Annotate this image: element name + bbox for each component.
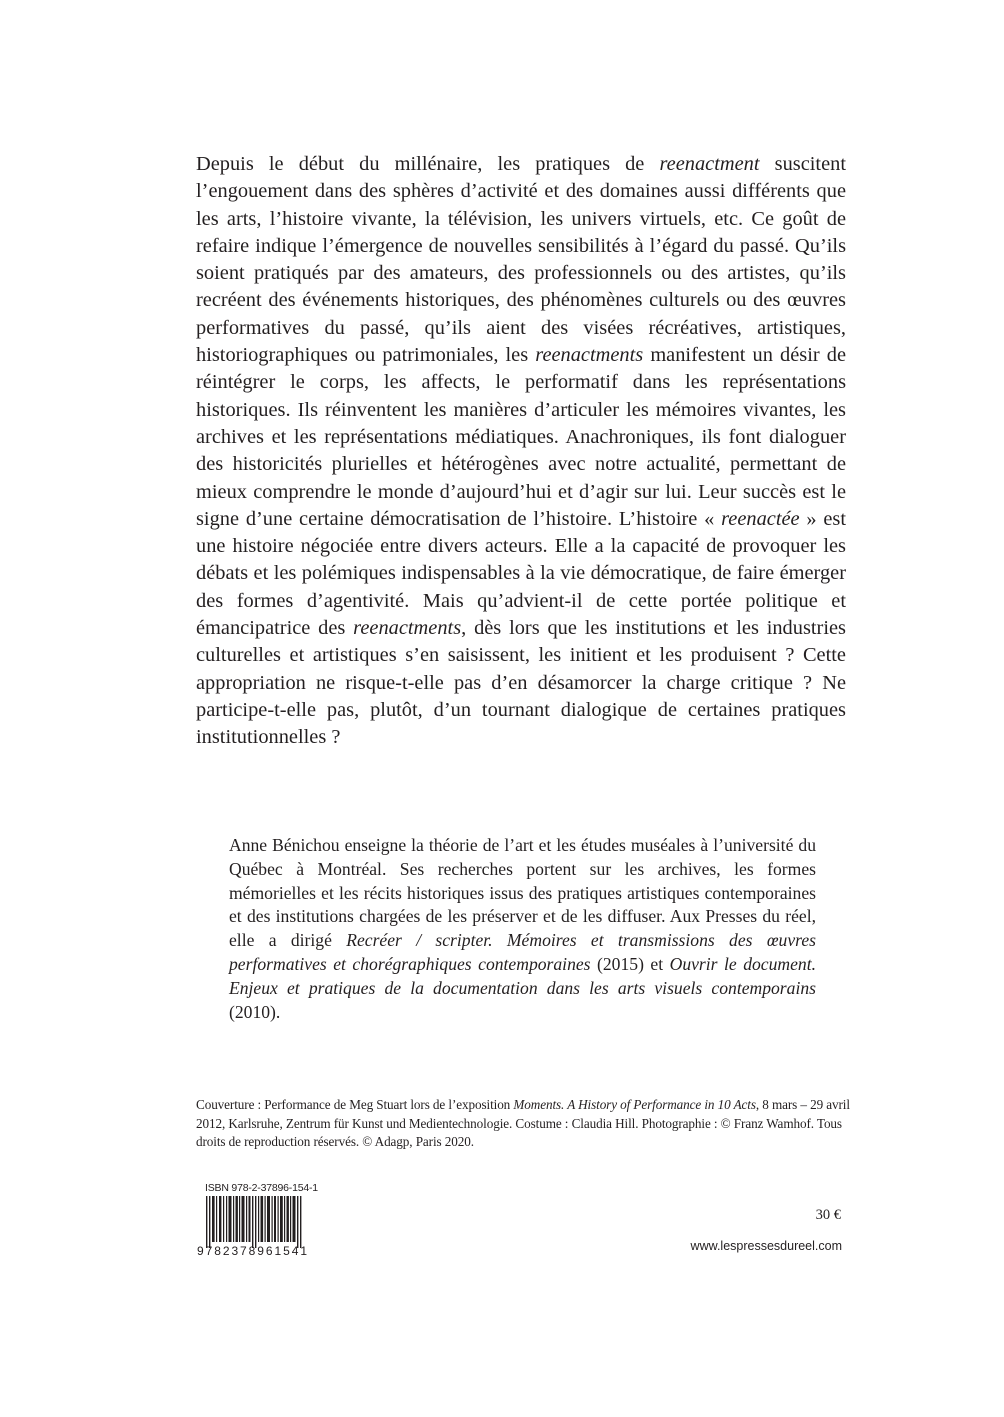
bio-book-title: Ouvrir le document. Enjeux et pratiques de la documentation dans les arts visuels contemporains	[229, 953, 817, 998]
author-bio	[229, 834, 816, 1024]
price: 30 €	[815, 1207, 841, 1223]
credits-paragraph	[196, 1096, 856, 1152]
exhibition-title: Moments. A History of Performance in 10 Acts	[513, 1097, 756, 1112]
bio-text: (2010).	[229, 1001, 281, 1022]
cover-blurb	[196, 151, 846, 752]
blurb-italic-term: reenactments	[535, 344, 644, 367]
barcode-icon	[197, 1196, 317, 1256]
bio-book-title: Recréer / scripter. Mémoires et transmissions des œuvres performatives et chorégraphiques contemporaines	[229, 930, 817, 974]
blurb-italic-term: reenactment	[659, 153, 760, 175]
publisher-website: www.lespressesdureel.com	[690, 1239, 842, 1253]
blurb-italic-term: reenactée	[721, 507, 800, 530]
bio-text: Anne Bénichou enseigne la théorie de l’art et les études muséales à l’université du Québec à Montréal. Ses recherches portent sur les archives, les formes mémorielles et les récits historiques issus des pratiques artistiques contemporaines et des institutions chargées de les préserver et de les diffuser. Aux Presses du réel, elle a dirigé	[229, 835, 816, 951]
blurb-text: , dès lors que les institutions et les industries culturelles et artistiques s’en saisissent, les initient et les produisent ? Cette appropriation ne risque-t-elle pas d’en désamorcer la charge critique ? Ne participe-t-elle pas, plutôt, d’un tournant dialogique de certaines pratiques institutionnelles ?	[196, 617, 846, 749]
credits-text: , 8 mars – 29 avril 2012, Karlsruhe, Zentrum für Kunst und Medientechnologie. Costume : Claudia Hill. Photographie : © Franz Wamhof. Tous droits de reproduction réservés. © Adagp, Paris 2020.	[196, 1097, 850, 1149]
blurb-text: » est une histoire négociée entre divers acteurs. Elle a la capacité de provoquer les débats et les polémiques indispensables à la vie démocratique, de faire émerger des formes d’agentivité. Mais qu’advient-il de cette portée politique et émancipatrice des	[196, 507, 847, 640]
bio-paragraph	[229, 834, 816, 1024]
blurb-text: manifestent un désir de réintégrer le corps, les affects, le performatif dans les représentations historiques. Ils réinventent les manières d’articuler les mémoires vivantes, les archives et les représentations médiatiques. Anachroniques, ils font dialoguer des historicités plurielles et hétérogènes avec notre actualité, permettant de mieux comprendre le monde d’aujourd’hui et d’agir sur lui. Leur succès est le signe d’une certaine démocratisation de l’histoire. L’histoire «	[196, 344, 846, 530]
blurb-italic-term: reenactments	[353, 617, 462, 640]
blurb-text: suscitent l’engouement dans des sphères d’activité et des domaines aussi différents que les arts, l’histoire vivante, la télévision, les univers virtuels, etc. Ce goût de refaire indique l’émergence de nouvelles sensibilités à l’égard du passé. Qu’ils soient pratiqués par des amateurs, des professionnels ou des artistes, qu’ils recréent des événements historiques, des phénomènes culturels ou des œuvres performatives du passé, qu’ils aient des visées récréatives, artistiques, historiographiques ou patrimoniales, les	[196, 153, 846, 367]
blurb-paragraph	[196, 151, 846, 752]
isbn-label: ISBN 978-2-37896-154-1	[205, 1182, 318, 1194]
barcode-digits: 9782378961541	[197, 1244, 307, 1256]
credits-text: Couverture : Performance de Meg Stuart lors de l’exposition	[196, 1097, 514, 1112]
bio-text: (2015) et	[590, 953, 670, 974]
blurb-text: Depuis le début du millénaire, les pratiques de	[196, 153, 660, 175]
cover-credits	[196, 1096, 856, 1152]
